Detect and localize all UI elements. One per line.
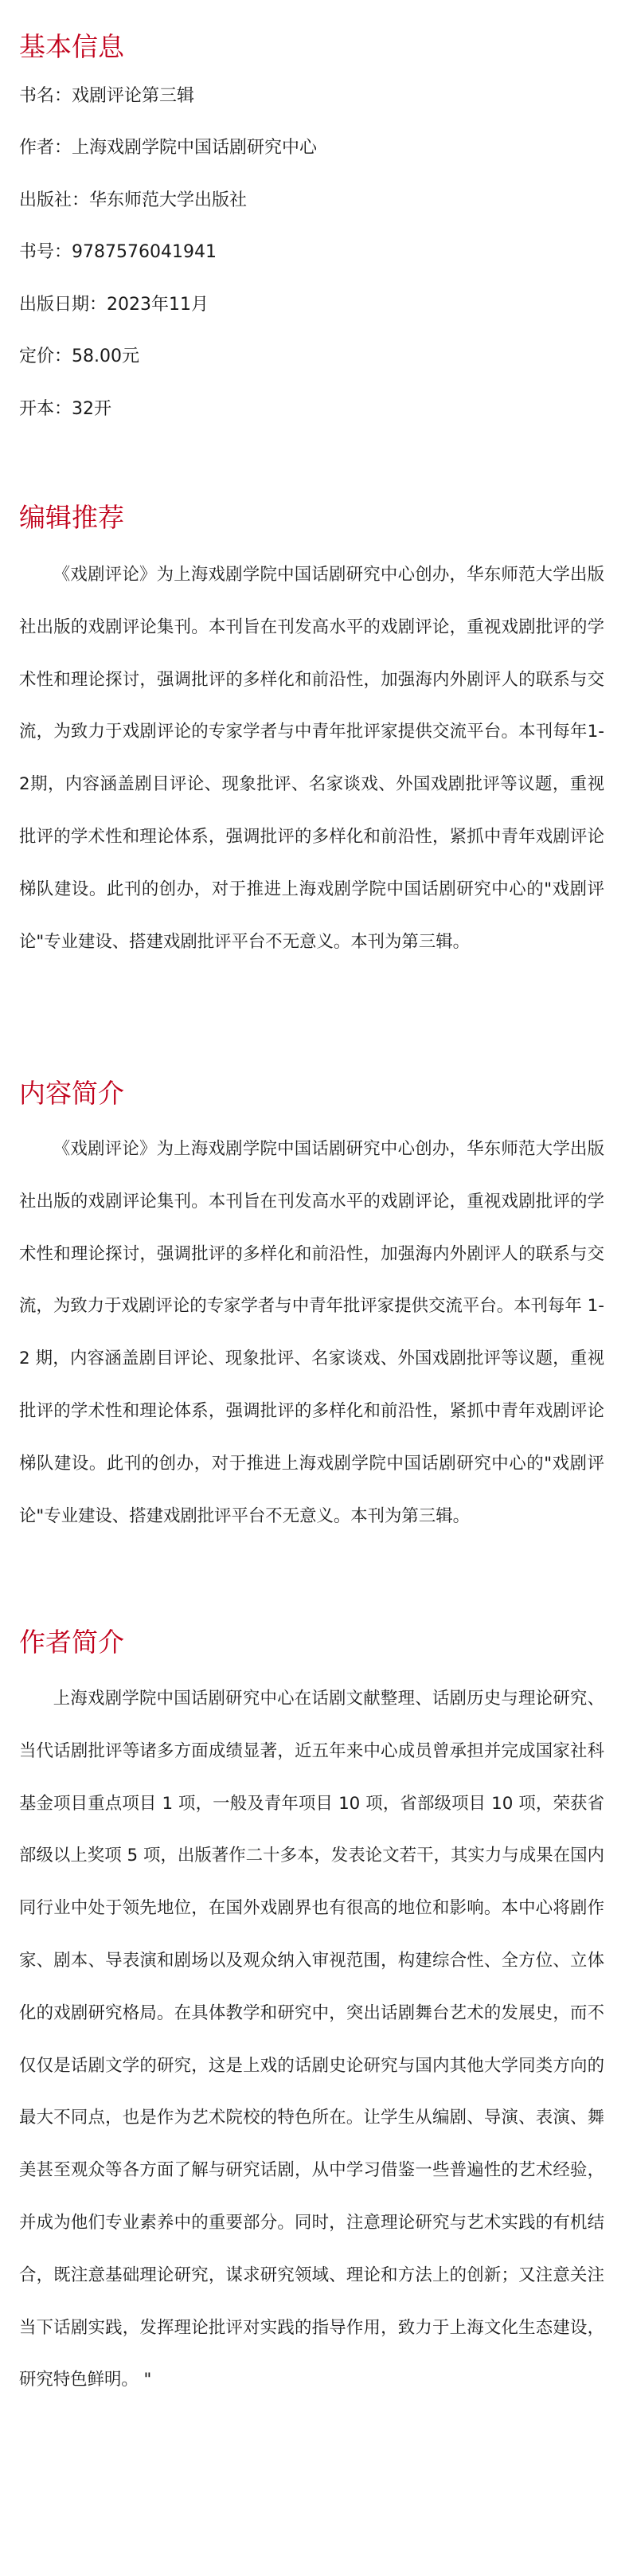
isbn-field: 书号：9787576041941 (19, 242, 217, 262)
publisher-field: 出版社：华东师范大学出版社 (19, 190, 248, 210)
author-bio-text: 上海戏剧学院中国话剧研究中心在话剧文献整理、话剧历史与理论研究、当代话剧批评等诸多方面成绩显著，近五年来中心成员曾承担并完成国家社科基金项目重点项目 1 项，一般及青年项目 10 项，省部级项目 10 项，荣获省部级以上奖项 5 项，出版著作二十多本，发表论文若干，其实力与成果在国内同行业中处于领先地位，在国外戏剧界也有很高的地位和影响。本中心将剧作家、剧本、导表演和剧场以及观众纳入审视范围，构建综合性、全方位、立体化的戏剧研究格局。在具体教学和研究中，突出话剧舞台艺术的发展史，而不仅仅是话剧文学的研究，这是上戏的话剧史论研究与国内其他大学同类方向的最大不同点，也是作为艺术院校的特色所在。让学生从编剧、导演、表演、舞美甚至观众等各方面了解与研究话剧，从中学习借鉴一些普遍性的艺术经验，并成为他们专业素养中的重要部分。同时，注意理论研究与艺术实践的有机结合，既注意基础理论研究，谋求研究领域、理论和方法上的创新；又注意关注当下话剧实践，发挥理论批评对实践的指导作用，致力于上海文化生态建设，研究特色鲜明。 " (19, 1689, 604, 2390)
book-title-field: 书名：戏剧评论第三辑 (19, 86, 195, 106)
content-summary-heading: 内容简介 (19, 1078, 124, 1109)
publish-date-field: 出版日期：2023年11月 (19, 295, 209, 315)
editor-recommendation-text: 《戏剧评论》为上海戏剧学院中国话剧研究中心创办，华东师范大学出版社出版的戏剧评论集刊。本刊旨在刊发高水平的戏剧评论，重视戏剧批评的学术性和理论探讨，强调批评的多样化和前沿性，加强海内外剧评人的联系与交流，为致力于戏剧评论的专家学者与中青年批评家提供交流平台。本刊每年1-2期，内容涵盖剧目评论、现象批评、名家谈戏、外国戏剧批评等议题，重视批评的学术性和理论体系，强调批评的多样化和前沿性，紧抓中青年戏剧评论梯队建设。此刊的创办，对于推进上海戏剧学院中国话剧研究中心的"戏剧评论"专业建设、搭建戏剧批评平台不无意义。本刊为第三辑。 (19, 565, 604, 952)
format-field: 开本：32开 (19, 399, 111, 419)
price-field: 定价：58.00元 (19, 346, 139, 366)
author-bio-heading: 作者简介 (19, 1627, 124, 1658)
author-field: 作者：上海戏剧学院中国话剧研究中心 (19, 138, 318, 158)
editor-recommendation-heading: 编辑推荐 (19, 502, 124, 533)
basic-info-heading: 基本信息 (19, 31, 124, 62)
content-summary-text: 《戏剧评论》为上海戏剧学院中国话剧研究中心创办，华东师范大学出版社出版的戏剧评论集刊。本刊旨在刊发高水平的戏剧评论，重视戏剧批评的学术性和理论探讨，强调批评的多样化和前沿性，加强海内外剧评人的联系与交流，为致力于戏剧评论的专家学者与中青年批评家提供交流平台。本刊每年 1-2 期，内容涵盖剧目评论、现象批评、名家谈戏、外国戏剧批评等议题，重视批评的学术性和理论体系，强调批评的多样化和前沿性，紧抓中青年戏剧评论梯队建设。此刊的创办，对于推进上海戏剧学院中国话剧研究中心的"戏剧评论"专业建设、搭建戏剧批评平台不无意义。本刊为第三辑。 (19, 1139, 604, 1526)
